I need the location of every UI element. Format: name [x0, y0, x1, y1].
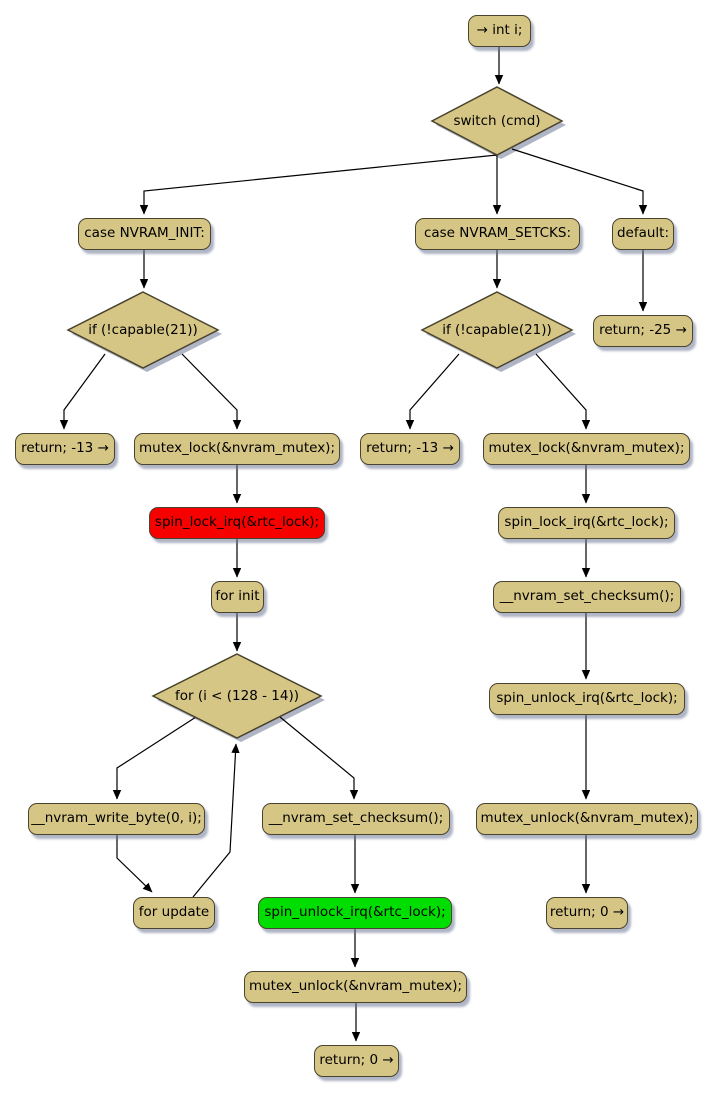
edge-switch-to-case-init: [144, 155, 497, 214]
switch-diamond-label: switch (cmd): [453, 113, 541, 129]
node-return-minus13-setcks: return; -13 →: [360, 433, 460, 465]
node-for-init: for init: [211, 581, 264, 613]
edge-if-setcks-to-mutex-lock: [536, 354, 586, 429]
node-mutex-unlock-setcks: mutex_unlock(&nvram_mutex);: [476, 803, 698, 835]
edge-for-loop-to-set-checksum: [280, 717, 354, 799]
if-setcks-diamond-label: if (!capable(21)): [442, 322, 552, 338]
node-return-minus25: return; -25 →: [593, 315, 693, 347]
node-declare-int: → int i;: [468, 15, 531, 47]
edge-switch-to-default: [512, 149, 643, 214]
node-set-checksum-setcks: __nvram_set_checksum();: [493, 581, 681, 613]
node-spin-unlock-setcks: spin_unlock_irq(&rtc_lock);: [489, 683, 685, 715]
node-case-nvram-init: case NVRAM_INIT:: [78, 218, 211, 250]
node-spin-lock-init-highlighted: spin_lock_irq(&rtc_lock);: [149, 507, 325, 539]
node-spin-unlock-init-highlighted: spin_unlock_irq(&rtc_lock);: [258, 897, 452, 929]
for-loop-diamond-label: for (i < (128 - 14)): [175, 688, 299, 704]
node-mutex-unlock-init: mutex_unlock(&nvram_mutex);: [244, 971, 467, 1003]
node-for-update: for update: [133, 897, 215, 929]
node-case-nvram-setcks: case NVRAM_SETCKS:: [415, 218, 580, 250]
node-default-case: default:: [612, 218, 674, 250]
edge-for-loop-to-write-byte: [117, 717, 196, 799]
if-init-diamond-label: if (!capable(21)): [88, 322, 198, 338]
node-set-checksum-init: __nvram_set_checksum();: [262, 803, 450, 835]
edge-if-init-to-return13: [64, 354, 105, 429]
node-return-0-setcks: return; 0 →: [546, 897, 628, 929]
node-mutex-lock-setcks: mutex_lock(&nvram_mutex);: [483, 433, 690, 465]
edge-write-byte-to-for-update: [117, 835, 152, 892]
edge-if-setcks-to-return13: [410, 354, 459, 429]
node-return-0-init: return; 0 →: [314, 1045, 399, 1077]
node-mutex-lock-init: mutex_lock(&nvram_mutex);: [134, 433, 340, 465]
node-return-minus13-init: return; -13 →: [15, 433, 115, 465]
edge-if-init-to-mutex-lock: [182, 354, 237, 429]
node-spin-lock-setcks: spin_lock_irq(&rtc_lock);: [498, 507, 675, 539]
node-nvram-write-byte: __nvram_write_byte(0, i);: [28, 803, 205, 835]
